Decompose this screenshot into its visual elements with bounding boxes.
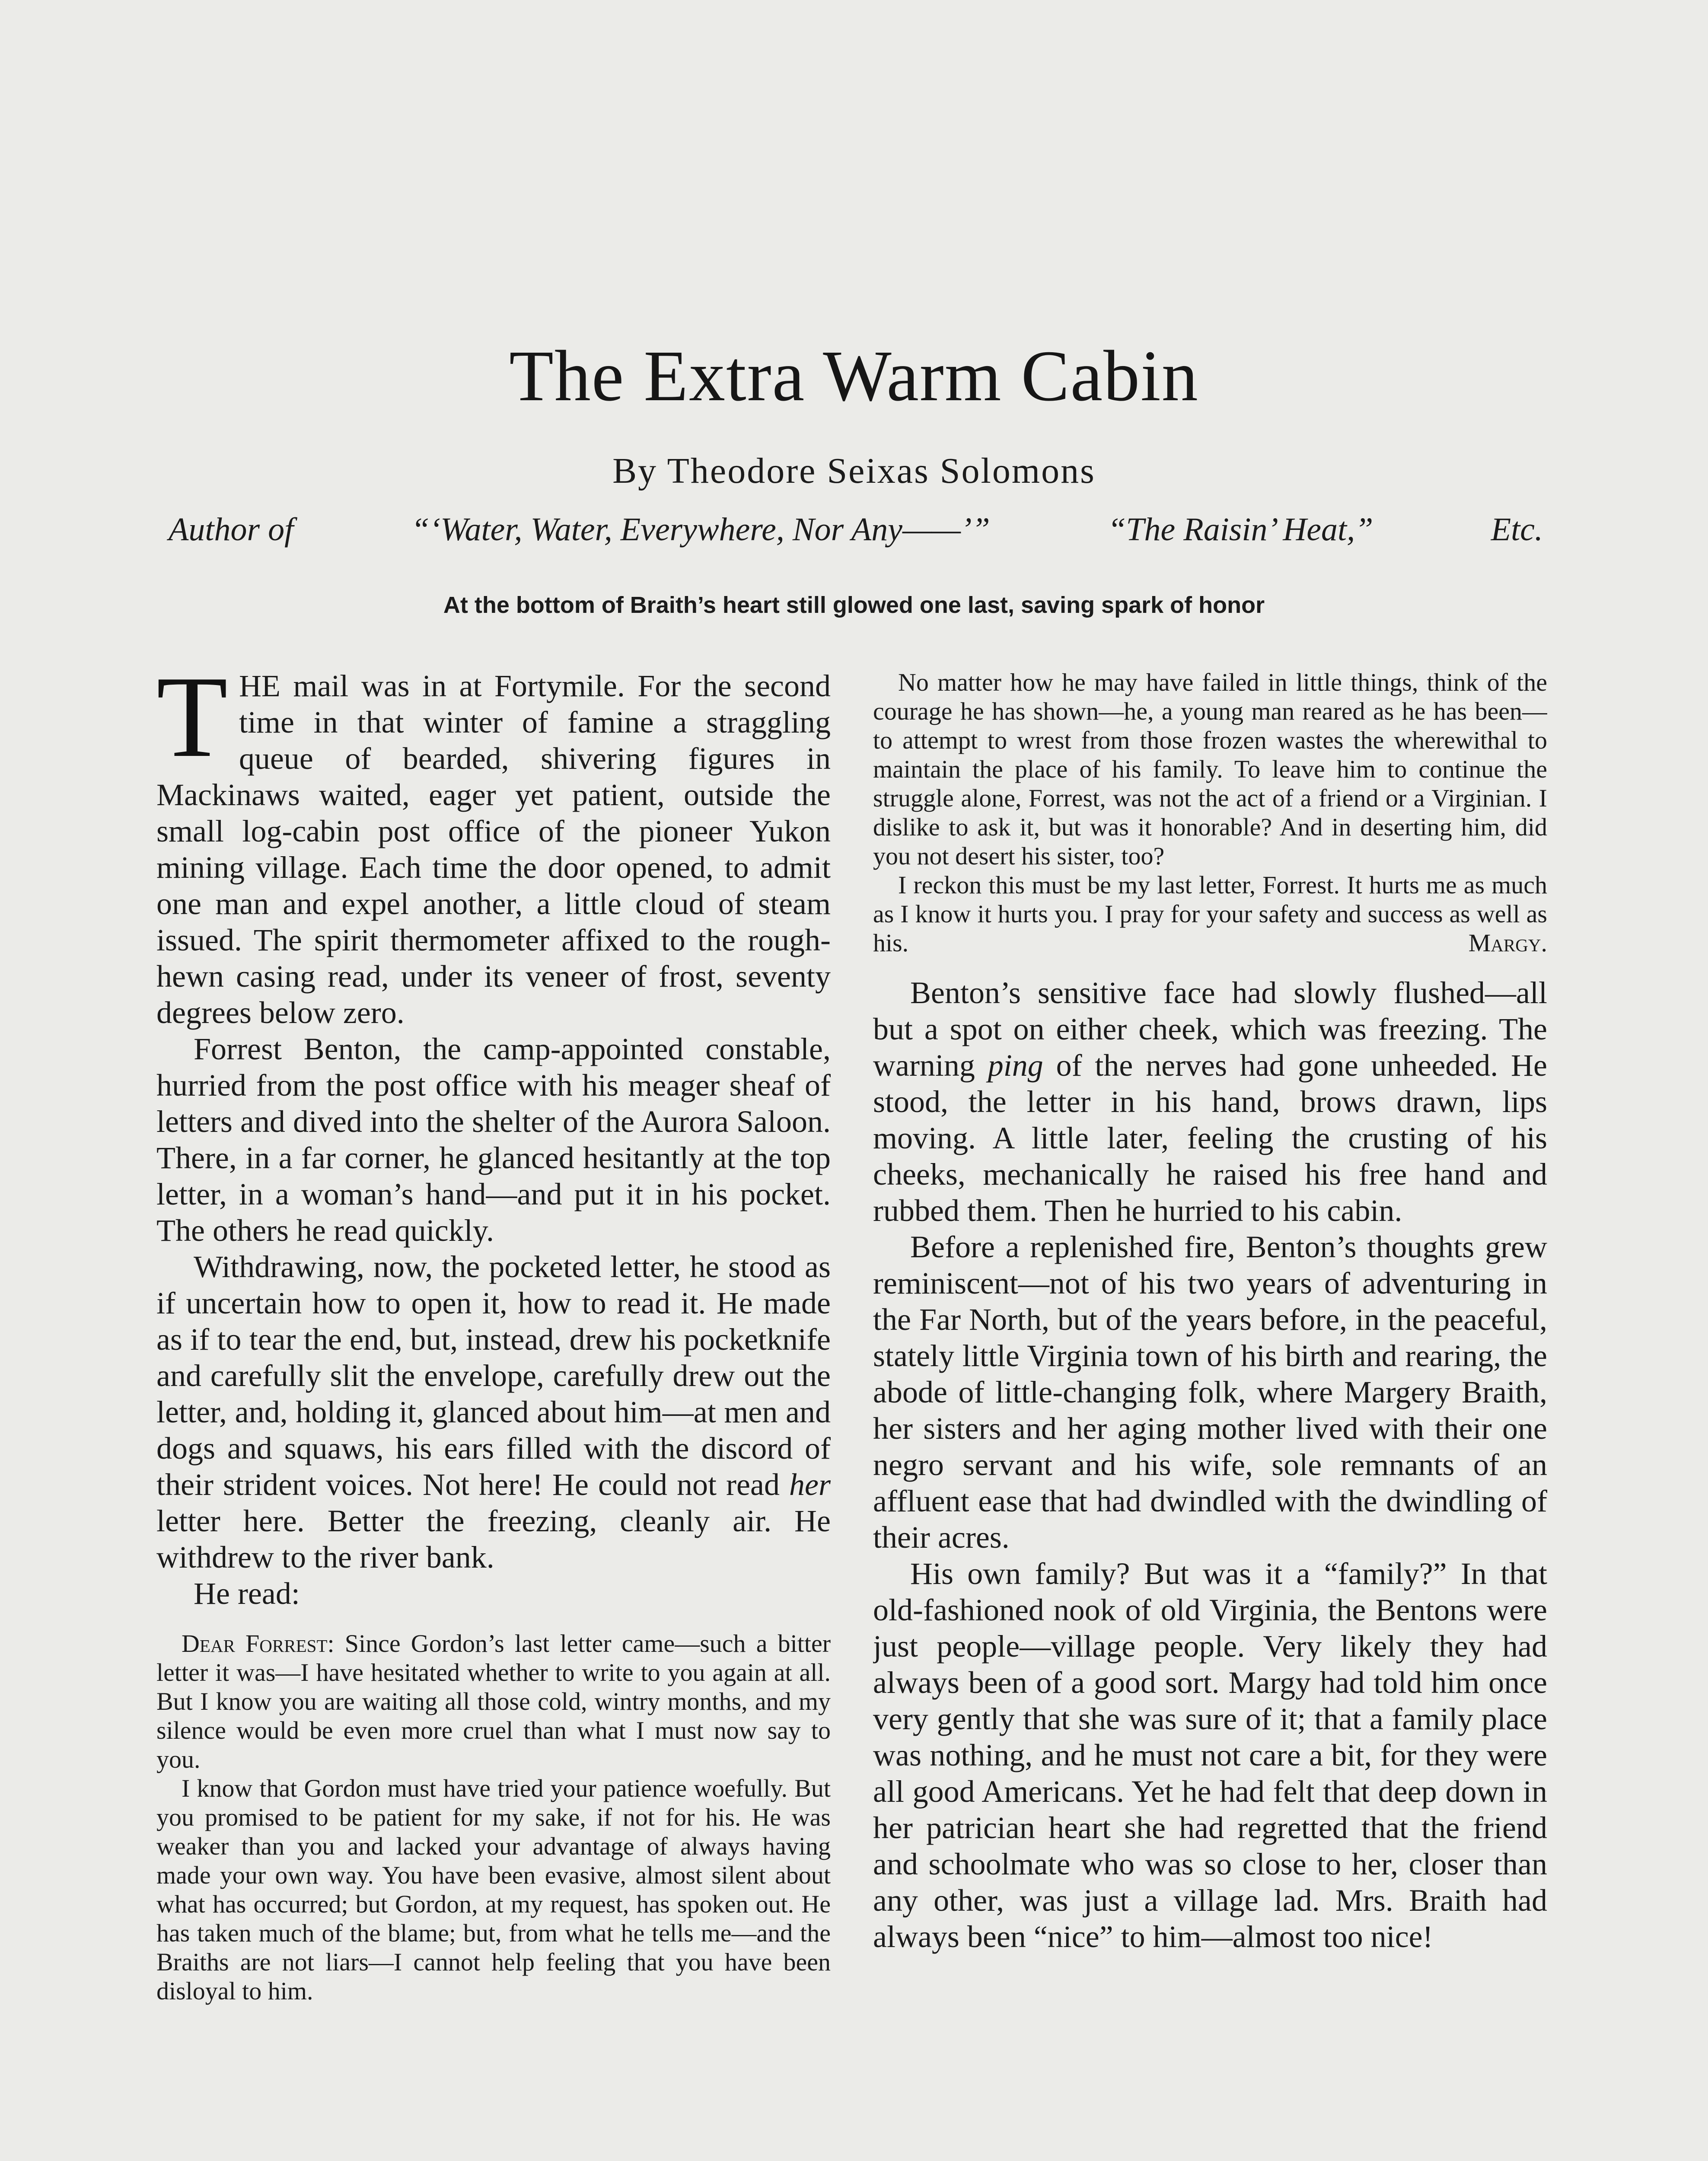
letter-paragraph: No matter how he may have failed in little things, think of the courage he has shown—he, a young man reared as he has been—to attempt to wrest from those frozen wastes the wherewithal to maintain the place of his family. To leave him to continue the struggle alone, Forrest, was not the act of a friend or a Virginian. I dislike to ask it, but was it honorable? And in deserting him, did you not desert his sister, too? [873, 668, 1547, 870]
letter-block [156, 1629, 831, 2005]
author-credits [169, 506, 1543, 553]
credits-author-label: Author of [169, 511, 294, 548]
paragraph-text: Benton’s sensitive face had slowly flushed—all but a spot on either cheek, which was freezing. The warning [873, 975, 1547, 1083]
letter-paragraph: I know that Gordon must have tried your patience woefully. But you promised to be patient for my sake, if not for his. He was weaker than you and lacked your advantage of always having made your own way. You have been evasive, almost silent about what has occurred; but Gordon, at my request, has spoken out. He has taken much of the blame; but, from what he tells me—and the Braiths are not liars—I cannot help feeling that you have been disloyal to him. [156, 1774, 831, 2005]
letter-signature: Margy. [1468, 929, 1547, 957]
emphasis-text: her [789, 1467, 831, 1502]
paragraph [156, 1249, 831, 1575]
opening-paragraph [156, 668, 831, 1031]
paragraph: Before a replenished fire, Benton’s thoughts grew reminiscent—not of his two years of adventuring in the Far North, but of the years before, in the peaceful, stately little Virginia town of his birth and rearing, the abode of little-changing folk, where Margery Braith, her sisters and her aging mother lived with their one negro servant and his wife, sole remnants of an affluent ease that had dwindled with the dwindling of their acres. [873, 1230, 1547, 1555]
drop-cap: T [156, 668, 228, 781]
paragraph-text: of the nerves had gone unheeded. He stood, the letter in his hand, brows drawn, lips moving. A little later, feeling the crusting of his cheeks, mechanically he raised his free hand and rubbed them. Then he hurried to his cabin. [873, 1048, 1547, 1228]
paragraph: He read: [194, 1576, 300, 1611]
credits-work-1: “‘Water, Water, Everywhere, Nor Any——’” [411, 511, 990, 548]
paragraph: Forrest Benton, the camp-appointed constable, hurried from the post office with his meager sheaf of letters and dived into the shelter of the Aurora Saloon. There, in a far corner, he glanced hesitantly at the top letter, in a woman’s hand—and put it in his pocket. The others he read quickly. [156, 1032, 831, 1248]
text-column-right [873, 668, 1547, 2161]
letter-block-continued [873, 668, 1547, 957]
credits-etc: Etc. [1491, 511, 1543, 548]
credits-work-2: “The Raisin’ Heat,” [1108, 511, 1373, 548]
byline: By Theodore Seixas Solomons [612, 451, 1096, 491]
paragraph [873, 975, 1547, 1229]
letter-salutation: Dear Forrest: [182, 1629, 335, 1657]
paragraph-text: letter here. Better the freezing, cleanly air. He withdrew to the river bank. [156, 1504, 831, 1575]
letter-paragraph [156, 1629, 831, 1774]
paragraph: His own family? But was it a “family?” In that old-fashioned nook of old Virginia, the Bentons were just people—village people. Very likely they had always been of a good sort. Margy had told him once very gently that she was sure of it; that a family place was nothing, and he must not care a bit, for they were all good Americans. Yet he had felt that deep down in her patrician heart she had regretted that the friend and schoolmate who was so close to her, closer than any other, was just a village lad. Mrs. Braith had always been “nice” to him—almost too nice! [873, 1556, 1547, 1954]
text-column-left [156, 668, 831, 2161]
story-title: The Extra Warm Cabin [509, 336, 1199, 416]
letter-paragraph [873, 870, 1547, 957]
emphasis-text: ping [988, 1048, 1043, 1083]
letter-text: Since Gordon’s last letter came—such a bitter letter it was—I have hesitated whether to write to you again at all. But I know you are waiting all those cold, wintry months, and my silence would be even more cruel than what I must now say to you. [156, 1629, 831, 1773]
letter-text: I reckon this must be my last letter, Forrest. It hurts me as much as I know it hurts you. I pray for your safety and success as well as his. [873, 871, 1547, 957]
paragraph-text: Withdrawing, now, the pocketed letter, he stood as if uncertain how to open it, how to read it. He made as if to tear the end, but, instead, drew his pocketknife and carefully slit the envelope, carefully drew out the letter, and, holding it, glanced about him—at men and dogs and squaws, his ears filled with the discord of their strident voices. Not here! He could not read [156, 1249, 831, 1502]
story-tagline: At the bottom of Braith’s heart still glowed one last, saving spark of honor [443, 592, 1265, 618]
opening-paragraph-text: HE mail was in at Fortymile. For the second time in that winter of famine a straggling queue of bearded, shivering figures in Mackinaws waited, eager yet patient, outside the small log-cabin post office of the pioneer Yukon mining village. Each time the door opened, to admit one man and expel another, a little cloud of steam issued. The spirit thermometer affixed to the rough-hewn casing read, under its veneer of frost, seventy degrees below zero. [156, 669, 831, 1030]
